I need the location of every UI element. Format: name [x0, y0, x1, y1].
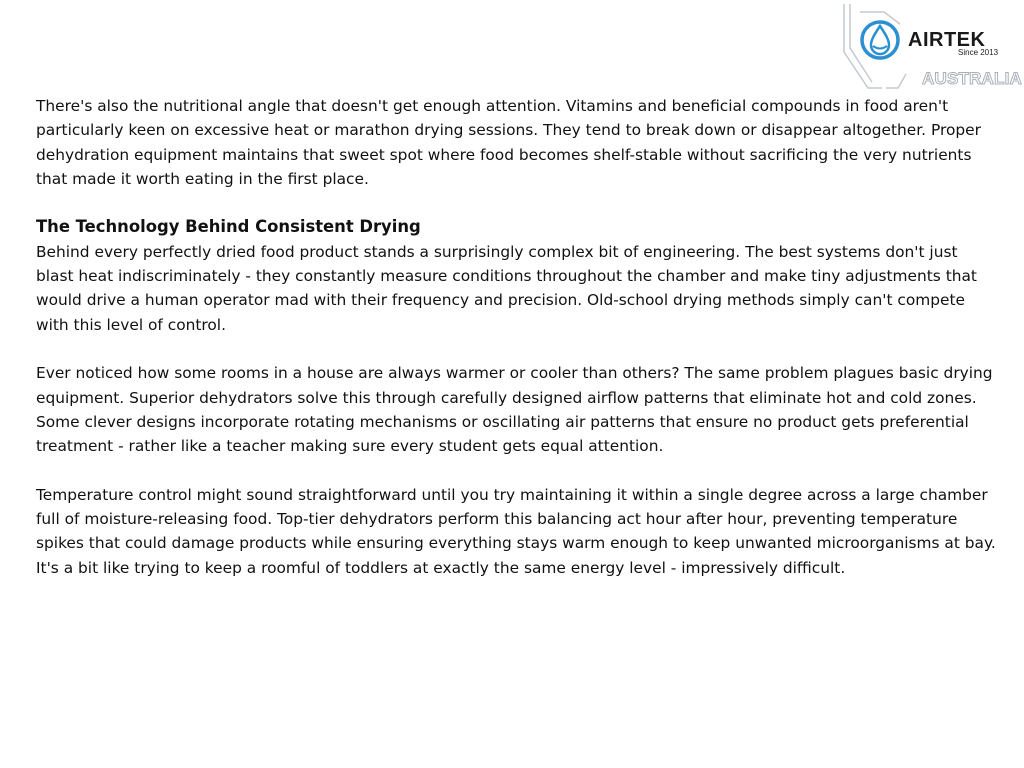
logo-country-text: AUSTRALIA [922, 69, 1023, 88]
logo-brand-text: AIRTEK [908, 29, 986, 51]
article-body [36, 94, 996, 604]
paragraph-temperature: Temperature control might sound straightforward until you try maintaining it within a single degree across a large chamber full of moisture-releasing food. Top-tier dehydrators perform this balancing act hour after hour, preventing temperature spikes that could damage products while ensuring everything stays warm enough to keep unwanted microorganisms at bay. It's a bit like trying to keep a roomful of toddlers at exactly the same energy level - impressively difficult. [36, 485, 996, 577]
section-heading: The Technology Behind Consistent Drying [36, 217, 421, 237]
paragraph-airflow: Ever noticed how some rooms in a house are always warmer or cooler than others? The same problem plagues basic drying equipment. Superior dehydrators solve this through carefully designed airflow patterns that eliminate hot and cold zones. Some clever designs incorporate rotating mechanisms or oscillating air patterns that ensure no product gets preferential treatment - rather like a teacher making sure every student gets equal attention. [36, 364, 993, 456]
intro-paragraph: There's also the nutritional angle that doesn't get enough attention. Vitamins and beneficial compounds in food aren't particularly keen on excessive heat or marathon drying sessions. They tend to break down or disappear altogether. Proper dehydration equipment maintains that sweet spot where food becomes shelf-stable without sacrificing the very nutrients that made it worth eating in the first place. [36, 97, 981, 188]
logo-tagline: Since 2013 [958, 48, 999, 57]
airtek-logo [840, 2, 1024, 92]
paragraph-engineering: Behind every perfectly dried food product stands a surprisingly complex bit of engineering. The best systems don't just blast heat indiscriminately - they constantly measure conditions throughout the chamber and make tiny adjustments that would drive a human operator mad with their frequency and precision. Old-school drying methods simply can't compete with this level of control. [36, 242, 977, 334]
